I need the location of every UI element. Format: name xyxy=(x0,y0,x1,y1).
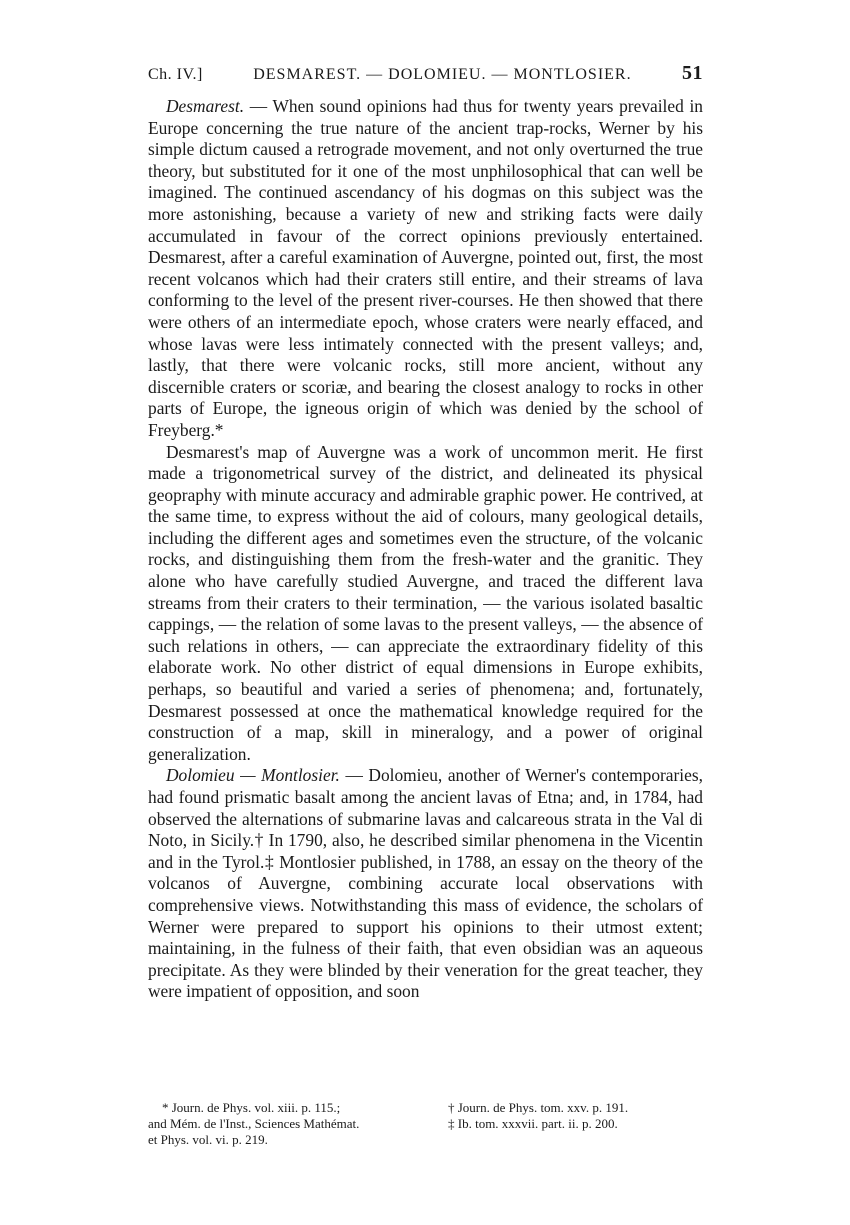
paragraph-dolomieu xyxy=(148,765,703,1003)
section-lead-dolomieu: Dolomieu — Montlosier. xyxy=(166,765,340,786)
paragraph-map xyxy=(148,442,703,766)
running-header xyxy=(148,62,703,90)
paragraph-text: — When sound opinions had thus for twenty years prevailed in Europe concerning the true nature of the ancient trap-rocks, Werner by his simple dictum caused a retrograde movement, and not only overturned the true theory, but substituted for it one of the most unphilosophical that can well be imagined. The continued ascendancy of his dogmas on this subject was the more astonishing, because a variety of new and striking facts were daily accumulated in favour of the correct opinions previously entertained. Desmarest, after a careful examination of Auvergne, pointed out, first, the most recent volcanos which had their craters still entire, and their streams of lava conforming to the level of the present river-courses. He then showed that there were others of an intermediate epoch, whose craters were nearly effaced, and whose lavas were less intimately connected with the present valleys; and, lastly, that there were volcanic rocks, still more ancient, without any discernible craters or scoriæ, and bearing the closest analogy to rocks in other parts of Europe, the igneous origin of which was denied by the school of Freyberg.* xyxy=(148,96,703,440)
footnote-line: et Phys. vol. vi. p. 219. xyxy=(148,1132,268,1147)
page-number: 51 xyxy=(681,62,703,84)
footnote-line: * Journ. de Phys. vol. xiii. p. 115.; xyxy=(162,1100,341,1115)
footnote-line: ‡ Ib. tom. xxxvii. part. ii. p. 200. xyxy=(448,1116,618,1131)
paragraph-desmarest xyxy=(148,96,703,442)
footnote-line: and Mém. de l'Inst., Sciences Mathémat. xyxy=(148,1116,360,1131)
footnote-line: † Journ. de Phys. tom. xxv. p. 191. xyxy=(448,1100,629,1115)
footnotes-right-column xyxy=(448,1100,703,1148)
body-text xyxy=(148,96,703,1003)
chapter-label: Ch. IV.] xyxy=(148,66,203,83)
section-lead-desmarest: Desmarest. xyxy=(166,96,245,116)
running-title: DESMAREST. — DOLOMIEU. — MONTLOSIER. xyxy=(253,66,632,83)
paragraph-text: Desmarest's map of Auvergne was a work of uncommon merit. He first made a trigonometrical survey of the district, and delineated its physical geopraphy with minute accuracy and admirable graphic power. He contrived, at the same time, to express without the aid of colours, many geological details, including the different ages and sometimes even the structure, of the volcanic rocks, and distinguishing them from the fresh-water and the granitic. They alone who have carefully studied Auvergne, and traced the different lava streams from their craters to their termination, — the various isolated basaltic cappings, — the relation of some lavas to the present valleys, — the absence of such relations in others, — can appreciate the extraordinary fidelity of this elaborate work. No other district of equal dimensions in Europe exhibits, perhaps, so beautiful and varied a series of phenomena; and, fortunately, Desmarest possessed at once the mathematical knowledge required for the construction of a map, skill in mineralogy, and a power of original generalization. xyxy=(148,441,703,764)
paragraph-text: — Dolomieu, another of Werner's contemporaries, had found prismatic basalt among the ancient lavas of Etna; and, in 1784, had observed the alternations of submarine lavas and calcareous strata in the Val di Noto, in Sicily.† In 1790, also, he described similar phenomena in the Vicentin and in the Tyrol.‡ Montlosier published, in 1788, an essay on the theory of the volcanos of Auvergne, combining accurate local observations with comprehensive views. Notwithstanding this mass of evidence, the scholars of Werner were prepared to support his opinions to their utmost extent; maintaining, in the fulness of their faith, that even obsidian was an aqueous precipitate. As they were blinded by their veneration for the great teacher, they were impatient of opposition, and soon xyxy=(148,765,703,1002)
page xyxy=(148,62,703,1003)
footnotes xyxy=(148,1100,703,1148)
footnotes-left-column xyxy=(148,1100,433,1148)
